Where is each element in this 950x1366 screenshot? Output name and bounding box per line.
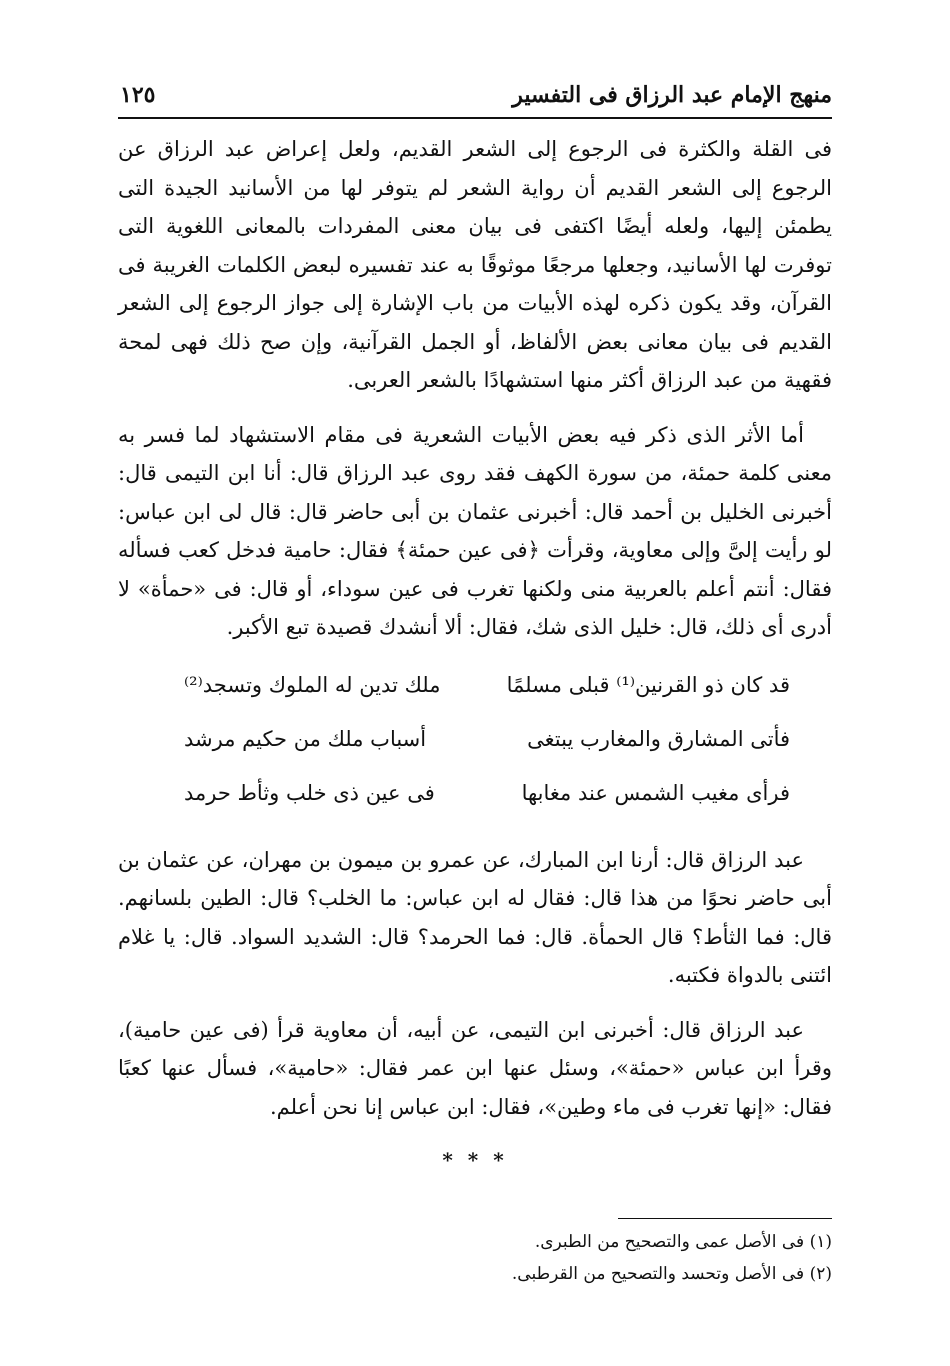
poem-verse-3	[118, 771, 832, 825]
page-number: ١٢٥	[120, 82, 156, 108]
header-divider	[118, 117, 832, 119]
verse-1-second-hemistich: ملك تدين له الملوك وتسجد⁽²⁾	[184, 672, 441, 697]
section-separator: * * *	[442, 1148, 508, 1172]
paragraph-1: فى القلة والكثرة فى الرجوع إلى الشعر القديم، ولعل إعراض عبد الرزاق عن الرجوع إلى الشعر القديم أن رواية الشعر لم يتوفر لها من الأسانيد الجيدة التى يطمئن إليها، ولعله أيضًا اكتفى فى بيان معنى المفردات بالمعانى اللغوية التى توفرت لها الأسانيد، وجعلها مرجعًا موثوقًا به عند تفسيره لبعض الكلمات الغريبة فى القرآن، وقد يكون ذكره لهذه الأبيات من باب الإشارة إلى جواز الرجوع إلى الشعر القديم فى بيان معانى بعض الألفاظ، أو الجمل القرآنية، وإن صح ذلك فهى لمحة فقهية من عبد الرزاق أكثر منها استشهادًا بالشعر العربى.	[118, 137, 832, 392]
paragraph-3: عبد الرزاق قال: أرنا ابن المبارك، عن عمرو بن ميمون بن مهران، عن عثمان بن أبى حاضر نحوًا من هذا قال: فقال له ابن عباس: ما الخلب؟ قال: الطين بلسانهم. قال: فما الثأط؟ قال الحمأة. قال: فما الحرمد؟ قال: الشديد السواد. قال: يا غلام ائتنى بالدواة فكتبه.	[118, 847, 832, 987]
verse-2-first-hemistich: فأتى المشارق والمغارب يبتغى	[527, 726, 790, 751]
footnote-divider	[618, 1218, 832, 1219]
poem-verse-1	[118, 663, 832, 717]
paragraph-4: عبد الرزاق قال: أخبرنى ابن التيمى، عن أبيه، أن معاوية قرأ (فى عين حامية)، وقرأ ابن عباس «حمئة»، وسئل عنها ابن عمر فقال: «حامية»، فسأل عنها كعبًا فقال: «إنها تغرب فى ماء وطين»، فقال: ابن عباس إنا نحن أعلم.	[118, 1017, 832, 1119]
paragraph-2: أما الأثر الذى ذكر فيه بعض الأبيات الشعرية فى مقام الاستشهاد لما فسر به معنى كلمة حمئة، من سورة الكهف فقد روى عبد الرزاق قال: أنا ابن التيمى قال: أخبرنى الخليل بن أحمد قال: أخبرنى عثمان بن أبى حاضر قال: قال لى ابن عباس: لو رأيت إلىَّ وإلى معاوية، وقرأت ﴿فى عين حمئة﴾ فقال: حامية فدخل كعب فسأله فقال: أنتم أعلم بالعربية منى ولكنها تغرب فى عين سوداء، أو قال: فى «حمأة» لا أدرى أى ذلك، قال: خليل الذى شك، فقال: ألا أنشدك قصيدة تبع الأكبر.	[118, 422, 832, 639]
verse-3-second-hemistich: فى عين ذى خلب وثأط حرمد	[184, 780, 435, 805]
running-header	[118, 78, 832, 114]
poem	[118, 663, 832, 825]
footnotes	[118, 1226, 832, 1290]
page-body	[118, 130, 832, 1172]
footnote-2: (٢) فى الأصل وتحسد والتصحيح من القرطبى.	[511, 1264, 832, 1284]
poem-verse-2	[118, 717, 832, 771]
verse-3-first-hemistich: فرأى مغيب الشمس عند مغابها	[521, 780, 790, 805]
running-title: منهج الإمام عبد الرزاق فى التفسير	[512, 82, 832, 108]
verse-1-first-hemistich: قد كان ذو القرنين⁽¹⁾ قبلى مسلمًا	[506, 672, 790, 697]
footnote-1: (١) فى الأصل عمى والتصحيح من الطبرى.	[534, 1232, 832, 1252]
verse-2-second-hemistich: أسباب ملك من حكيم مرشد	[184, 726, 427, 751]
